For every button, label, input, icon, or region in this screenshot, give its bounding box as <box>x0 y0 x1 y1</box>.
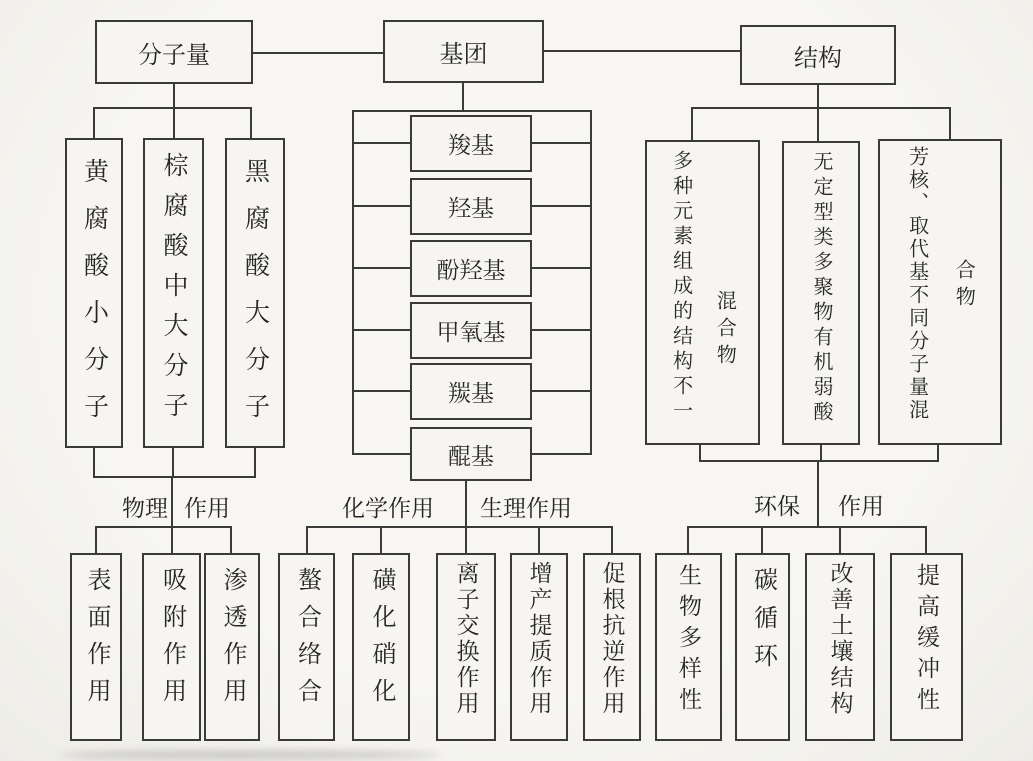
node-methoxy-group: 甲氧基 <box>410 302 532 359</box>
node-surface-effect <box>70 553 122 741</box>
node-improve-soil-structure <box>805 553 875 741</box>
label-physiological-action: 生理作用 <box>480 495 572 521</box>
node-amorphous-polymer-weak-acid <box>782 141 860 445</box>
node-functional-groups: 基团 <box>383 20 544 83</box>
node-structure: 结构 <box>740 25 896 85</box>
node-label: 棕腐酸中大分子 <box>160 152 188 432</box>
scan-artifact <box>60 750 440 760</box>
node-label-sub: 合物 <box>952 259 975 313</box>
node-ion-exchange-effect <box>436 553 496 741</box>
node-label: 提高缓冲性 <box>914 563 940 718</box>
node-fulvic-acid-small-molecule <box>65 138 123 448</box>
node-label: 促根抗逆作用 <box>599 561 626 717</box>
node-label: 渗透作用 <box>219 567 246 715</box>
node-label: 磺化硝化 <box>368 567 395 715</box>
label-chemical-action: 化学作用 <box>342 495 434 521</box>
node-root-stress-resistance-effect <box>583 553 641 741</box>
node-quinone-group: 醌基 <box>410 427 532 481</box>
node-yield-quality-effect <box>510 553 568 741</box>
node-label: 改善土壤结构 <box>827 561 854 717</box>
node-label: 碳循环 <box>749 567 777 681</box>
node-sulfonation-nitration <box>352 553 410 741</box>
node-aromatic-substituent-mixture <box>878 139 1002 445</box>
node-label: 螯合络合 <box>293 567 321 715</box>
label-action-right: 作用 <box>838 493 884 519</box>
node-carbonyl-group: 羰基 <box>410 363 532 420</box>
node-label-sub: 混合物 <box>713 290 736 371</box>
node-label: 表面作用 <box>83 567 110 715</box>
node-label: 黑腐酸大分子 <box>241 158 270 440</box>
node-improve-buffering <box>890 553 963 741</box>
node-hydroxyl-group: 羟基 <box>410 178 532 235</box>
node-carboxyl-group: 羧基 <box>410 115 532 172</box>
node-label: 吸附作用 <box>158 567 186 715</box>
label-environmental: 环保 <box>754 493 800 519</box>
node-label: 黄腐酸小分子 <box>80 158 109 440</box>
node-label: 生物多样性 <box>676 563 702 718</box>
node-biodiversity <box>655 553 722 741</box>
node-chelation-complexation <box>278 553 335 741</box>
node-phenolic-hydroxyl-group: 酚羟基 <box>410 240 532 297</box>
node-label: 无定型类多聚物有机弱酸 <box>810 151 832 426</box>
node-label-main: 多种元素组成的结构不一 <box>669 150 692 425</box>
label-action-left: 作用 <box>184 495 230 521</box>
node-label: 增产提质作用 <box>526 561 553 717</box>
node-molecular-weight: 分子量 <box>95 20 253 84</box>
node-adsorption-effect <box>142 553 201 741</box>
node-osmosis-effect <box>204 553 260 741</box>
label-physical: 物理 <box>122 495 168 521</box>
node-label: 离子交换作用 <box>453 561 480 717</box>
node-black-humic-acid-large-molecule <box>225 138 285 448</box>
node-brown-humic-acid-medium-large-molecule <box>143 138 204 448</box>
node-carbon-cycle <box>735 553 790 741</box>
node-multi-element-mixture <box>645 140 760 445</box>
node-label-main: 芳核、取代基不同分子量混 <box>905 146 928 422</box>
